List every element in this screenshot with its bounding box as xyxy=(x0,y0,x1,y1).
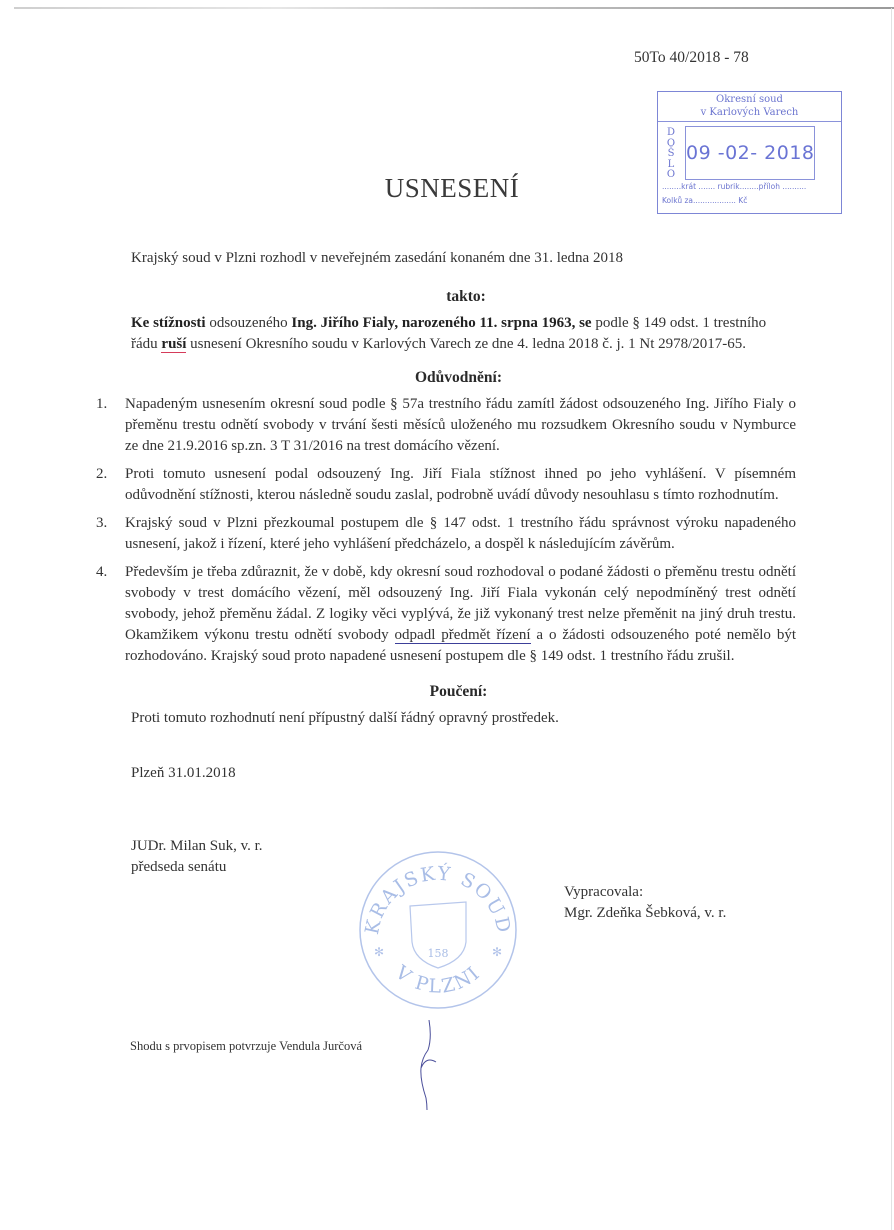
stamp-doslo-letter: O xyxy=(666,169,676,180)
item-number: 4. xyxy=(96,564,108,580)
instruction-text: Proti tomuto rozhodnutí není přípustný další řádný opravný prostředek. xyxy=(131,710,559,726)
prepared-by-label: Vypracovala: xyxy=(564,884,644,900)
item-text-before: Především je třeba zdůraznit, že v době, kdy okresní soud rozhodoval o podané žádosti o přeměnu trestu odnětí svobody v trest domácího vězení, měl odsouzený Ing. Jiří Fiala vykonán celý nepodmíněný trest odnětí svobody, jehož přeměnu žádal. Z logiky věci vyplývá, že již vykonaný trest nelze přeměnit na jiný druh trestu. Okamžikem výkonu trestu odnětí svobody xyxy=(125,564,796,643)
item-text xyxy=(125,562,796,667)
stamp-doslo-letter: Š xyxy=(667,148,675,159)
court-seal xyxy=(352,844,524,1016)
item-text-after: a o žádosti odsouzeného poté nemělo být rozhodováno. Krajský soud proto napadené usnesení postupem dle § 149 odst. 1 trestního řádu zrušil. xyxy=(125,627,796,664)
verdict-text-6: usnesení Okresního soudu v Karlových Varech ze dne 4. ledna 2018 č. j. 1 Nt 2978/2017-65. xyxy=(186,336,747,352)
judge-name: JUDr. Milan Suk, v. r. xyxy=(131,838,263,854)
takto-heading: takto: xyxy=(446,288,486,305)
stamp-date: 09 -02- 2018 xyxy=(686,142,815,164)
item-text: Proti tomuto usnesení podal odsouzený Ing. Jiří Fiala stížnost ihned po jeho vyhlášení. V písemném odůvodnění stížnosti, kterou následně soudu zaslal, podrobně uvádí důvody nesouhlasu s tímto rozhodnutím. xyxy=(125,466,796,503)
seal-text-bottom: V PLZNI xyxy=(391,961,486,998)
signature-stroke xyxy=(421,1020,436,1110)
reasoning-item xyxy=(96,513,796,555)
stamp-fee-line: Kolků za.................. Kč xyxy=(662,196,748,205)
stamp-court-name xyxy=(658,92,841,122)
reasoning-item xyxy=(96,394,796,457)
stamp-doslo-letter: L xyxy=(667,158,675,170)
signature-row xyxy=(96,836,796,1036)
stamp-date-box xyxy=(685,126,815,180)
stamp-counts-line: ........krát ....... rubrik........příloh .......... xyxy=(662,182,807,191)
prepared-by-name: Mgr. Zdeňka Šebková, v. r. xyxy=(564,905,727,921)
reasoning-item xyxy=(96,562,796,667)
place-date: Plzeň 31.01.2018 xyxy=(131,765,236,781)
item-text-underlined: odpadl předmět řízení xyxy=(394,627,531,643)
stamp-doslo-letter: D xyxy=(666,127,676,138)
seal-star-right: ✻ xyxy=(492,945,503,959)
instruction-heading: Poučení: xyxy=(429,683,488,700)
seal-star-left: ✻ xyxy=(374,945,385,959)
reference-number: 50To 40/2018 - 78 xyxy=(634,49,749,66)
seal-number: 158 xyxy=(427,947,449,960)
judge-signature-block xyxy=(131,836,263,878)
judge-role: předseda senátu xyxy=(131,859,227,875)
item-number: 3. xyxy=(96,515,108,531)
reasoning-list xyxy=(96,394,796,667)
verdict-text-4: podle § 149 odst. 1 trestního řádu xyxy=(131,315,767,352)
certification-text: Shodu s prvopisem potvrzuje Vendula Jurčová xyxy=(130,1039,363,1053)
scan-edge-top xyxy=(14,7,894,9)
verdict-paragraph xyxy=(96,313,796,355)
seal-text-top: KRAJSKÝ SOUD xyxy=(361,862,516,937)
verdict-bold-1: Ke stížnosti xyxy=(131,315,206,331)
handwritten-signature xyxy=(408,1020,448,1110)
item-number: 1. xyxy=(96,396,108,412)
verdict-ruling-word: ruší xyxy=(161,336,187,352)
reasoning-item xyxy=(96,464,796,506)
document-title: USNESENÍ xyxy=(384,173,520,203)
verdict-text-2: odsouzeného xyxy=(205,315,292,331)
stamp-court-line2: v Karlových Varech xyxy=(700,106,799,118)
author-block xyxy=(564,882,726,924)
item-number: 2. xyxy=(96,466,108,482)
item-text: Napadeným usnesením okresní soud podle § 57a trestního řádu zamítl žádost odsouzeného Ing. Jiřího Fialy o přeměnu trestu odnětí svobody v trvání šesti měsíců uloženého mu rozsudkem Okresního soudu v Nymburce ze dne 21.9.2016 sp.zn. 3 T 31/2016 na trest domácího vězení. xyxy=(125,396,796,454)
document-body xyxy=(96,248,796,1057)
item-text: Krajský soud v Plzni přezkoumal postupem dle § 147 odst. 1 trestního řádu správnost výroku napadeného usnesení, jakož i řízení, které jeho vyhlášení předcházelo, a dospěl k následujícím závěrům. xyxy=(125,515,796,552)
reasoning-heading: Odůvodnění: xyxy=(414,369,502,386)
stamp-doslo-letter: O xyxy=(666,137,676,149)
intro-paragraph: Krajský soud v Plzni rozhodl v neveřejném zasedání konaném dne 31. ledna 2018 xyxy=(131,250,623,266)
verdict-bold-3: Ing. Jiřího Fialy, narozeného 11. srpna 1963, se xyxy=(291,315,592,331)
stamp-court-line1: Okresní soud xyxy=(716,94,783,105)
certification-block xyxy=(130,1036,796,1057)
